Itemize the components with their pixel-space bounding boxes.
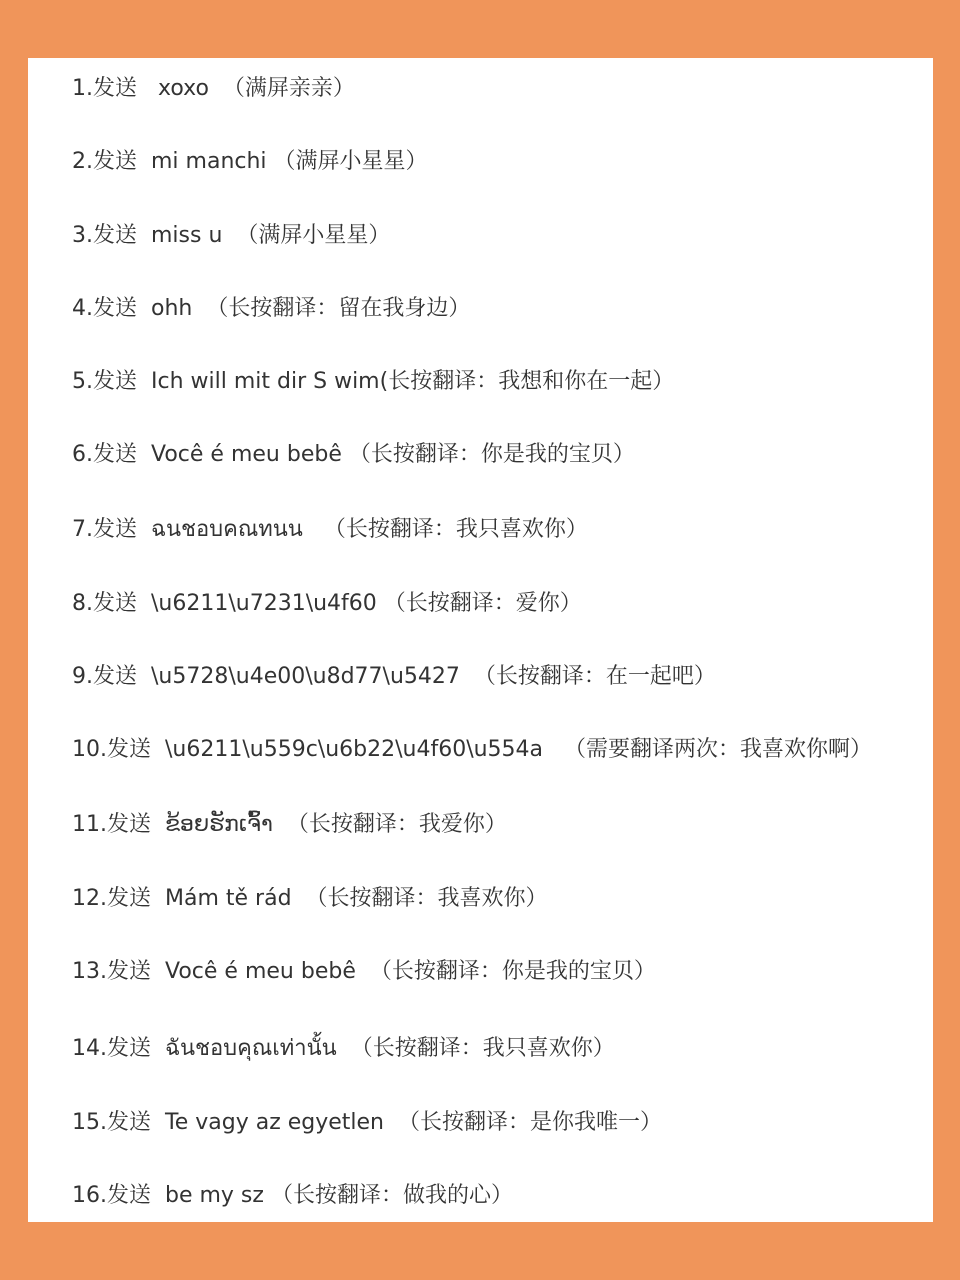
item-number: 15.发送 <box>72 1110 151 1135</box>
content-card <box>28 58 933 1222</box>
list-item <box>72 142 925 182</box>
list-item <box>72 510 925 550</box>
item-text: miss u <box>151 223 223 248</box>
item-note: （满屏亲亲） <box>222 76 355 101</box>
item-note: （长按翻译：留在我身边） <box>206 296 471 321</box>
item-note: （长按翻译：我只喜欢你） <box>323 517 588 542</box>
item-text: xoxo <box>157 76 209 101</box>
list-item <box>72 584 925 624</box>
item-number: 8.发送 <box>72 591 137 616</box>
item-number: 12.发送 <box>72 886 151 911</box>
item-text: ohh <box>151 296 193 321</box>
item-number: 13.发送 <box>72 959 151 984</box>
list-item <box>72 1029 925 1069</box>
item-number: 1.发送 <box>72 76 137 101</box>
item-number: 3.发送 <box>72 223 137 248</box>
item-text: ฉนชอบคณทนน <box>151 517 303 542</box>
item-text: Mám tě rád <box>165 886 292 911</box>
item-text: ฉันชอบคุณเท่านั้น <box>165 1036 337 1061</box>
item-text: \u5728\u4e00\u8d77\u5427 <box>151 664 460 689</box>
list-item <box>72 362 925 402</box>
item-number: 9.发送 <box>72 664 137 689</box>
item-note: （长按翻译：在一起吧） <box>473 664 716 689</box>
list-item <box>72 289 925 329</box>
item-number: 7.发送 <box>72 517 137 542</box>
list-item <box>72 952 925 992</box>
item-note: （长按翻译：你是我的宝贝） <box>369 959 656 984</box>
item-text: Você é meu bebê <box>151 442 342 467</box>
item-note: （满屏小星星） <box>236 223 391 248</box>
item-note: （需要翻译两次：我喜欢你啊） <box>564 737 873 762</box>
item-note: （满屏小星星） <box>273 149 428 174</box>
item-note: （长按翻译：我只喜欢你） <box>350 1036 615 1061</box>
item-text: Você é meu bebê <box>165 959 356 984</box>
list-item <box>72 69 925 109</box>
item-note: （长按翻译：我爱你） <box>286 812 507 837</box>
item-text: be my sz <box>165 1183 264 1208</box>
list-item <box>72 435 925 475</box>
item-note: （长按翻译：我喜欢你） <box>305 886 548 911</box>
item-number: 6.发送 <box>72 442 137 467</box>
item-text: mi manchi <box>151 149 267 174</box>
item-number: 2.发送 <box>72 149 137 174</box>
item-number: 5.发送 <box>72 369 137 394</box>
item-number: 10.发送 <box>72 737 151 762</box>
item-note: (长按翻译：我想和你在一起） <box>379 369 675 394</box>
list-item <box>72 657 925 697</box>
item-text: Ich will mit dir S wim <box>151 369 380 394</box>
list-item <box>72 879 925 919</box>
item-number: 4.发送 <box>72 296 137 321</box>
item-text: \u6211\u559c\u6b22\u4f60\u554a <box>165 737 544 762</box>
item-number: 16.发送 <box>72 1183 151 1208</box>
item-note: （长按翻译：是你我唯一） <box>398 1110 663 1135</box>
item-text: \u6211\u7231\u4f60 <box>151 591 377 616</box>
item-text: ຂ້ອຍຮັກເຈົ້າ <box>165 812 273 837</box>
item-number: 14.发送 <box>72 1036 151 1061</box>
list-item <box>72 730 925 770</box>
item-note: （长按翻译：爱你） <box>383 591 582 616</box>
item-number: 11.发送 <box>72 812 151 837</box>
list-item <box>72 805 925 845</box>
item-note: （长按翻译：做我的心） <box>270 1183 513 1208</box>
list-item <box>72 1176 925 1216</box>
list-item <box>72 1103 925 1143</box>
list-item <box>72 216 925 256</box>
item-text: Te vagy az egyetlen <box>165 1110 385 1135</box>
item-note: （长按翻译：你是我的宝贝） <box>348 442 635 467</box>
